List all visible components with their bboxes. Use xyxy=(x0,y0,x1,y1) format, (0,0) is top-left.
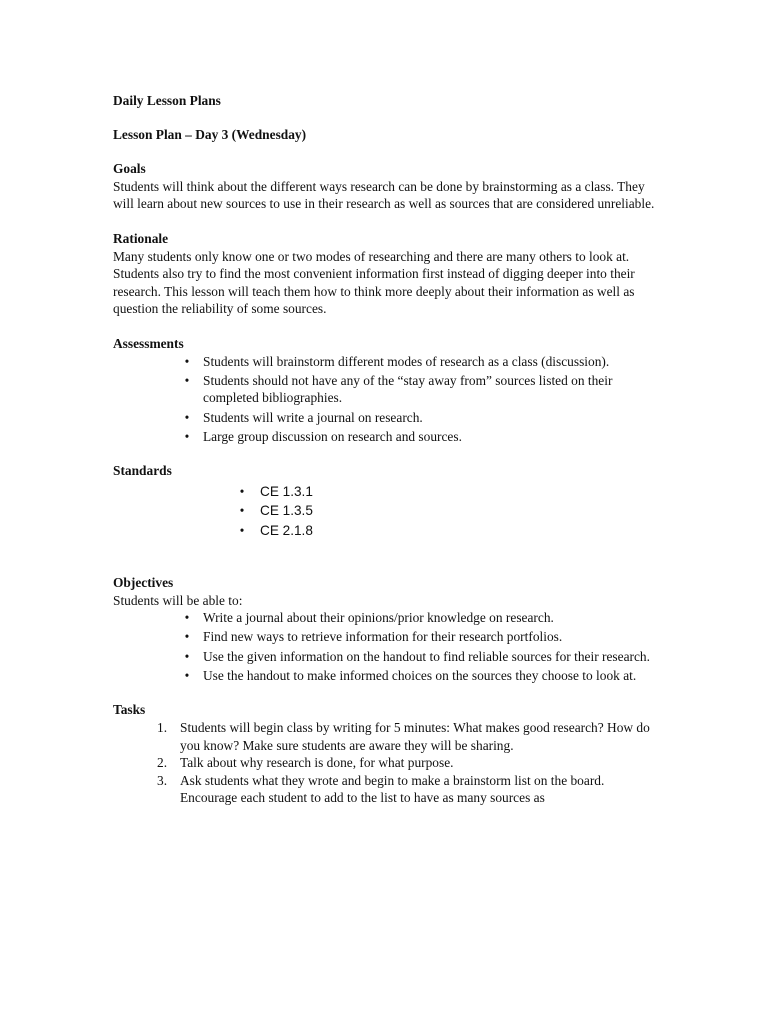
tasks-section xyxy=(113,701,661,807)
list-item: • Use the handout to make informed choices on the sources they choose to look at. xyxy=(203,667,661,685)
list-item: • CE 1.3.1 xyxy=(260,482,661,501)
tasks-list xyxy=(113,719,661,807)
bullet-icon: • xyxy=(239,522,245,538)
document-title: Daily Lesson Plans xyxy=(113,93,221,108)
task-number: 2. xyxy=(157,755,168,771)
bullet-icon: • xyxy=(184,409,190,425)
assessments-section xyxy=(113,335,661,445)
objectives-section xyxy=(113,574,661,684)
bullet-icon: • xyxy=(184,428,190,444)
list-item: • Use the given information on the handout to find reliable sources for their research. xyxy=(203,648,661,666)
document-body xyxy=(113,92,661,824)
bullet-icon: • xyxy=(239,503,245,519)
list-item: 2. Talk about why research is done, for what purpose. xyxy=(157,755,454,771)
list-item: • CE 2.1.8 xyxy=(260,521,661,540)
assessments-heading: Assessments xyxy=(113,335,184,351)
task-number: 3. xyxy=(157,772,168,788)
rationale-section xyxy=(113,230,661,318)
rationale-text: Many students only know one or two modes of researching and there are many others to look at. Students also try to find the most convenient information first instead of digging deeper into their research. This lesson will teach them how to think more deeply about their information as well as question the reliability of some sources. xyxy=(113,248,635,317)
bullet-icon: • xyxy=(184,667,190,683)
goals-text: Students will think about the different ways research can be done by brainstorming as a class. They will learn about new sources to use in their research as well as sources that are considered unreliable. xyxy=(113,178,655,212)
standards-list xyxy=(113,482,661,540)
list-item: • Find new ways to retrieve information for their research portfolios. xyxy=(203,628,661,646)
goals-heading: Goals xyxy=(113,161,146,177)
list-item: • Write a journal about their opinions/prior knowledge on research. xyxy=(203,609,661,627)
goals-section xyxy=(113,160,661,213)
bullet-icon: • xyxy=(184,610,190,626)
bullet-icon: • xyxy=(184,372,190,388)
list-item: 1. Students will begin class by writing for 5 minutes: What makes good research? How do you know? Make sure students are aware they will be sharing. xyxy=(157,720,650,753)
assessments-list xyxy=(113,353,661,446)
standards-section xyxy=(113,462,661,540)
bullet-icon: • xyxy=(184,648,190,664)
list-item: • Large group discussion on research and sources. xyxy=(203,428,661,446)
list-item: • CE 1.3.5 xyxy=(260,501,661,520)
bullet-icon: • xyxy=(184,629,190,645)
lesson-title: Lesson Plan – Day 3 (Wednesday) xyxy=(113,126,307,142)
list-item: 3. Ask students what they wrote and begin to make a brainstorm list on the board. Encourage each student to add to the list to have as many sources as xyxy=(157,772,605,806)
list-item: • Students will write a journal on research. xyxy=(203,409,661,427)
objectives-intro: Students will be able to: xyxy=(113,592,243,608)
objectives-heading: Objectives xyxy=(113,575,174,591)
standards-heading: Standards xyxy=(113,463,172,479)
task-number: 1. xyxy=(157,720,168,736)
rationale-heading: Rationale xyxy=(113,230,169,246)
bullet-icon: • xyxy=(184,353,190,369)
tasks-heading: Tasks xyxy=(113,702,146,718)
bullet-icon: • xyxy=(239,483,245,499)
objectives-list xyxy=(113,609,661,684)
list-item: • Students should not have any of the “stay away from” sources listed on their completed bibliographies. xyxy=(203,372,661,407)
list-item: • Students will brainstorm different modes of research as a class (discussion). xyxy=(203,353,661,371)
